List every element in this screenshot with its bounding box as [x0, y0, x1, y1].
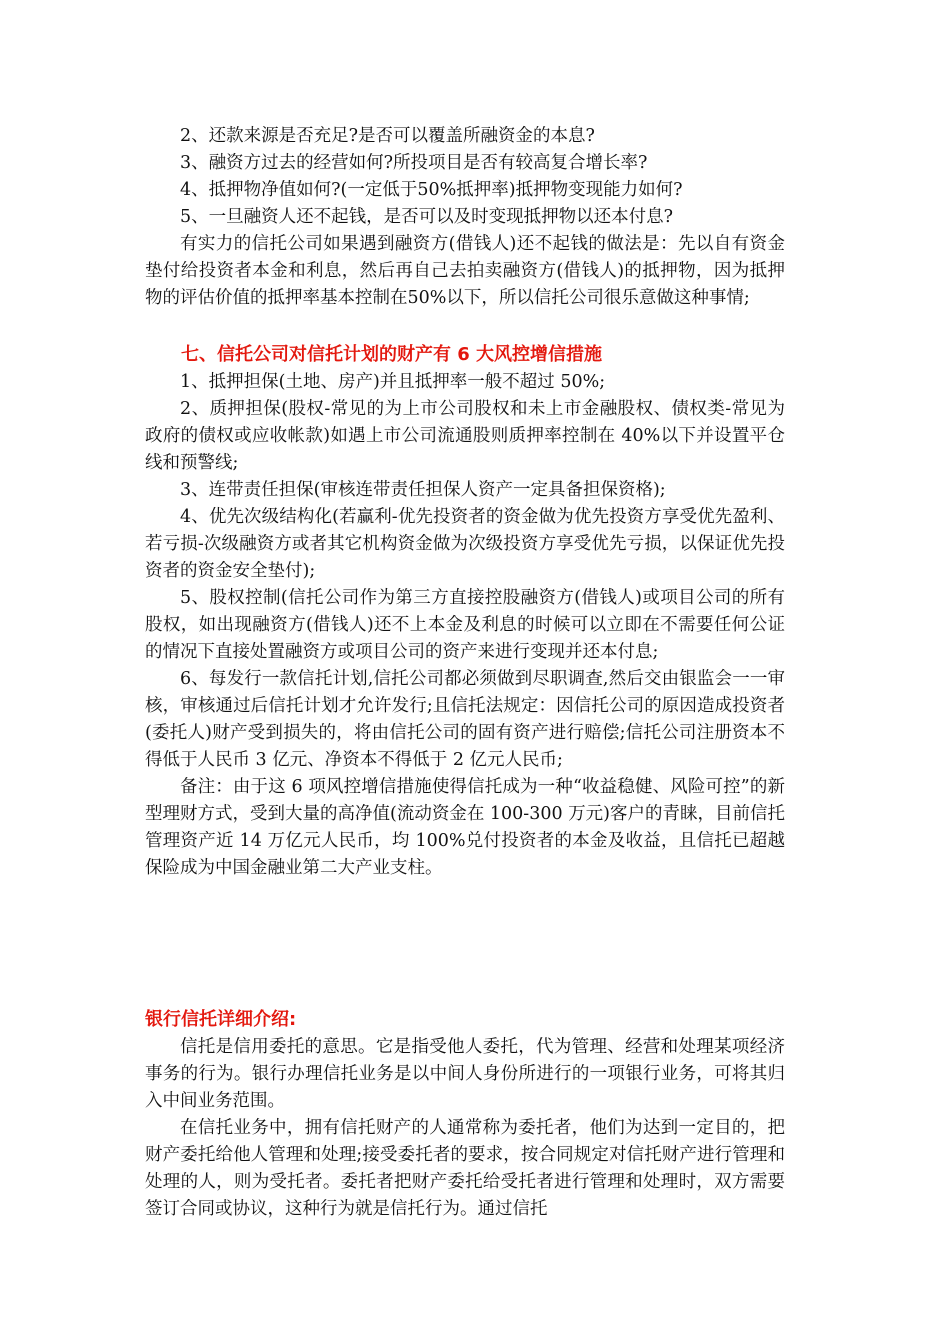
measure-item-6: 6、每发行一款信托计划,信托公司都必须做到尽职调查,然后交由银监会一一审核，审核通过后信托计划才允许发行;且信托法规定：因信托公司的原因造成投资者(委托人)财产受到损失的，将由信托公司的固有资产进行赔偿;信托公司注册资本不得低于人民币 3 亿元、净资本不得低于 2 亿元人民币;: [145, 669, 785, 770]
section-seven-heading: 七、信托公司对信托计划的财产有 6 大风控增信措施: [181, 344, 603, 365]
bank-trust-definition-paragraph: 信托是信用委托的意思。它是指受他人委托，代为管理、经营和处理某项经济事务的行为。银行办理信托业务是以中间人身份所进行的一项银行业务，可将其归入中间业务范围。: [145, 1037, 785, 1111]
trust-company-practice-paragraph: 有实力的信托公司如果遇到融资方(借钱人)还不起钱的做法是：先以自有资金垫付给投资者本金和利息，然后再自己去拍卖融资方(借钱人)的抵押物，因为抵押物的评估价值的抵押率基本控制在50%以下，所以信托公司很乐意做这种事情;: [145, 234, 785, 308]
checklist-item-2: 2、还款来源是否充足?是否可以覆盖所融资金的本息?: [180, 126, 595, 146]
remark-paragraph: 备注：由于这 6 项风控增信措施使得信托成为一种“收益稳健、风险可控”的新型理财方式，受到大量的高净值(流动资金在 100-300 万元)客户的青睐，目前信托管理资产近 14 万亿元人民币，均 100%兑付投资者的本金及收益，且信托已超越保险成为中国金融业第二大产业支柱。: [145, 777, 785, 878]
checklist-item-3: 3、融资方过去的经营如何?所投项目是否有较高复合增长率?: [180, 153, 648, 173]
section-risk-control-measures: [145, 341, 785, 882]
measure-item-4: 4、优先次级结构化(若赢利-优先投资者的资金做为优先投资方享受优先盈利、若亏损-次级融资方或者其它机构资金做为次级投资方享受优先亏损，以保证优先投资者的资金安全垫付);: [145, 507, 785, 581]
measure-item-3: 3、连带责任担保(审核连带责任担保人资产一定具备担保资格);: [180, 480, 666, 500]
measure-item-2: 2、质押担保(股权-常见的为上市公司股权和未上市金融股权、债权类-常见为政府的债权或应收帐款)如遇上市公司流通股则质押率控制在 40%以下并设置平仓线和预警线;: [145, 399, 785, 473]
checklist-item-5: 5、一旦融资人还不起钱，是否可以及时变现抵押物以还本付息?: [180, 207, 674, 227]
bank-trust-heading: 银行信托详细介绍:: [145, 1009, 297, 1030]
measure-item-1: 1、抵押担保(土地、房产)并且抵押率一般不超过 50%;: [180, 372, 606, 392]
checklist-item-4: 4、抵押物净值如何?(一定低于50%抵押率)抵押物变现能力如何?: [180, 180, 683, 200]
section-bank-trust-intro: [145, 1006, 785, 1223]
measure-item-5: 5、股权控制(信托公司作为第三方直接控股融资方(借钱人)或项目公司的所有股权，如出现融资方(借钱人)还不上本金及利息的时候可以立即在不需要任何公证的情况下直接处置融资方或项目公司的资产来进行变现并还本付息;: [145, 588, 785, 662]
bank-trust-parties-paragraph: 在信托业务中，拥有信托财产的人通常称为委托者，他们为达到一定目的，把财产委托给他人管理和处理;接受委托者的要求，按合同规定对信托财产进行管理和处理的人，则为受托者。委托者把财产委托给受托者进行管理和处理时，双方需要签订合同或协议，这种行为就是信托行为。通过信托: [145, 1118, 785, 1219]
section-loan-checks: [145, 123, 785, 312]
